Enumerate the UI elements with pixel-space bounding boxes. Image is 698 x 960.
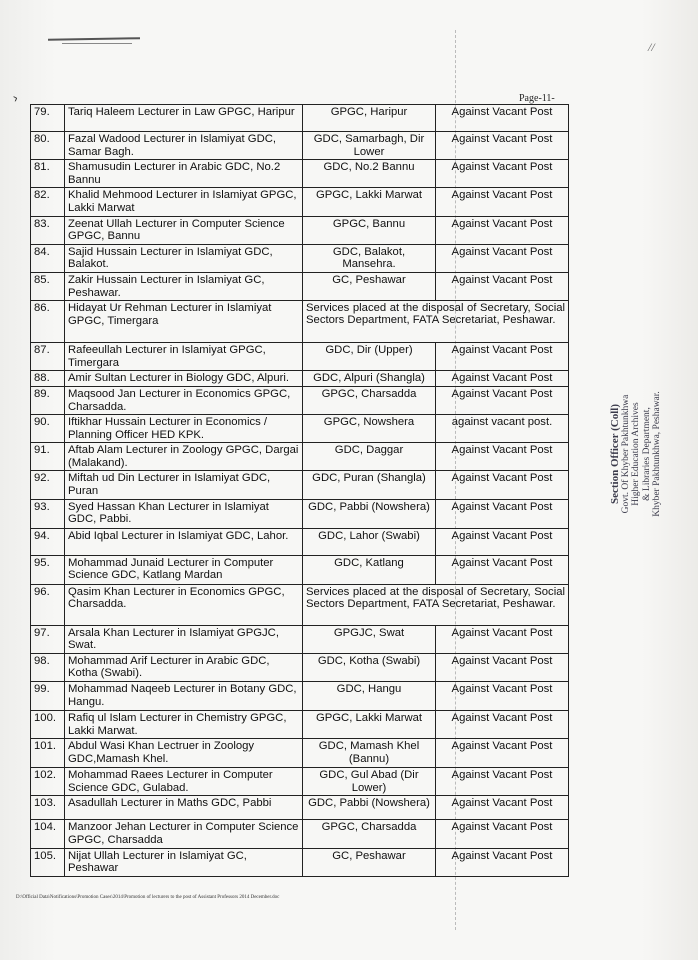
lecturer-name-post: Khalid Mehmood Lecturer in Islamiyat GPGC, Lakki Marwat — [65, 188, 303, 216]
table-row — [31, 386, 569, 414]
table-row — [31, 625, 569, 653]
posting-station: GDC, Balakot, Mansehra. — [303, 244, 436, 272]
remarks: Against Vacant Post — [436, 711, 569, 739]
remarks: Against Vacant Post — [436, 848, 569, 876]
posting-station: GPGC, Lakki Marwat — [303, 188, 436, 216]
lecturer-name-post: Abid Iqbal Lecturer in Islamiyat GDC, Lahor. — [65, 528, 303, 555]
lecturer-name-post: Manzoor Jehan Lecturer in Computer Science GPGC, Charsadda — [65, 820, 303, 848]
serial-number: 81. — [31, 160, 65, 188]
serial-number: 96. — [31, 584, 65, 625]
lecturer-name-post: Syed Hassan Khan Lecturer in Islamiyat GDC, Pabbi. — [65, 499, 303, 528]
stamp-line-4: & Libraries Department, — [641, 407, 652, 501]
posting-station: GDC, Puran (Shangla) — [303, 471, 436, 499]
lecturer-name-post: Mohammad Raees Lecturer in Computer Science GDC, Gulabad. — [65, 768, 303, 796]
remarks: against vacant post. — [436, 415, 569, 443]
serial-number: 83. — [31, 216, 65, 244]
serial-number: 88. — [31, 371, 65, 387]
remarks: Against Vacant Post — [436, 682, 569, 711]
lecturer-name-post: Miftah ud Din Lecturer in Islamiyat GDC, Puran — [65, 471, 303, 499]
posting-station: GPGC, Nowshera — [303, 415, 436, 443]
stamp-line-1: Section Officer (Coll) — [609, 404, 621, 504]
corner-mark: // — [648, 40, 655, 54]
table-row — [31, 528, 569, 555]
table-body — [31, 105, 569, 877]
lecturer-name-post: Iftikhar Hussain Lecturer in Economics / Planning Officer HED KPK. — [65, 415, 303, 443]
services-placed-note: Services placed at the disposal of Secretary, Social Sectors Department, FATA Secretariat, Peshawar. — [303, 301, 569, 343]
remarks: Against Vacant Post — [436, 739, 569, 768]
remarks: Against Vacant Post — [436, 625, 569, 653]
margin-tick: › — [10, 89, 20, 106]
remarks: Against Vacant Post — [436, 471, 569, 499]
table-row — [31, 584, 569, 625]
posting-station: GDC, Hangu — [303, 682, 436, 711]
serial-number: 93. — [31, 499, 65, 528]
posting-station: GDC, Samarbagh, Dir Lower — [303, 132, 436, 160]
serial-number: 104. — [31, 820, 65, 848]
lecturer-name-post: Zeenat Ullah Lecturer in Computer Science GPGC, Bannu — [65, 216, 303, 244]
serial-number: 84. — [31, 244, 65, 272]
lecturer-name-post: Maqsood Jan Lecturer in Economics GPGC, Charsadda. — [65, 386, 303, 414]
lecturer-name-post: Mohammad Naqeeb Lecturer in Botany GDC, Hangu. — [65, 682, 303, 711]
remarks: Against Vacant Post — [436, 443, 569, 471]
lecturer-name-post: Amir Sultan Lecturer in Biology GDC, Alpuri. — [65, 371, 303, 387]
table-row — [31, 682, 569, 711]
posting-station: GC, Peshawar — [303, 848, 436, 876]
remarks: Against Vacant Post — [436, 160, 569, 188]
serial-number: 103. — [31, 796, 65, 820]
stamp-line-3: Higher Education Archives — [631, 402, 641, 506]
remarks: Against Vacant Post — [436, 343, 569, 371]
lecturer-name-post: Aftab Alam Lecturer in Zoology GPGC, Dargai (Malakand). — [65, 443, 303, 471]
remarks: Against Vacant Post — [436, 371, 569, 387]
remarks: Against Vacant Post — [436, 105, 569, 132]
posting-station: GDC, No.2 Bannu — [303, 160, 436, 188]
table-row — [31, 796, 569, 820]
lecturer-name-post: Arsala Khan Lecturer in Islamiyat GPGJC, Swat. — [65, 625, 303, 653]
serial-number: 87. — [31, 343, 65, 371]
remarks: Against Vacant Post — [436, 528, 569, 555]
lecturer-name-post: Rafeeullah Lecturer in Islamiyat GPGC, Timergara — [65, 343, 303, 371]
stamp-line-5: Khyber Pakhtunkhwa, Peshawar. — [652, 391, 662, 517]
posting-station: GDC, Pabbi (Nowshera) — [303, 499, 436, 528]
serial-number: 97. — [31, 625, 65, 653]
posting-station: GPGC, Bannu — [303, 216, 436, 244]
serial-number: 101. — [31, 739, 65, 768]
table-row — [31, 415, 569, 443]
lecturer-name-post: Rafiq ul Islam Lecturer in Chemistry GPGC, Lakki Marwat. — [65, 711, 303, 739]
posting-station: GDC, Pabbi (Nowshera) — [303, 796, 436, 820]
serial-number: 89. — [31, 386, 65, 414]
lecturer-name-post: Shamusudin Lecturer in Arabic GDC, No.2 Bannu — [65, 160, 303, 188]
table-row — [31, 739, 569, 768]
table-row — [31, 272, 569, 300]
posting-station: GDC, Mamash Khel (Bannu) — [303, 739, 436, 768]
remarks: Against Vacant Post — [436, 768, 569, 796]
official-stamp — [548, 380, 662, 530]
lecturer-name-post: Qasim Khan Lecturer in Economics GPGC, Charsadda. — [65, 584, 303, 625]
serial-number: 80. — [31, 132, 65, 160]
posting-station: GPGJC, Swat — [303, 625, 436, 653]
serial-number: 98. — [31, 653, 65, 681]
table-row — [31, 132, 569, 160]
footer-file-path: D:\Official Data\Notifications\Promotion Cases\2014\Promotion of lecturers to the post of Assistant Professors 2014 December.doc — [16, 895, 280, 900]
serial-number: 86. — [31, 301, 65, 343]
lecturer-name-post: Asadullah Lecturer in Maths GDC, Pabbi — [65, 796, 303, 820]
remarks: Against Vacant Post — [436, 188, 569, 216]
lecturer-name-post: Mohammad Junaid Lecturer in Computer Science GDC, Katlang Mardan — [65, 555, 303, 584]
promotion-table — [30, 104, 569, 877]
posting-station: GDC, Katlang — [303, 555, 436, 584]
table-row — [31, 653, 569, 681]
table-row — [31, 160, 569, 188]
remarks: Against Vacant Post — [436, 653, 569, 681]
table-row — [31, 555, 569, 584]
lecturer-name-post: Fazal Wadood Lecturer in Islamiyat GDC, Samar Bagh. — [65, 132, 303, 160]
lecturer-name-post: Abdul Wasi Khan Lectruer in Zoology GDC,Mamash Khel. — [65, 739, 303, 768]
posting-station: GPGC, Charsadda — [303, 820, 436, 848]
remarks: Against Vacant Post — [436, 272, 569, 300]
table-row — [31, 216, 569, 244]
table-row — [31, 301, 569, 343]
lecturer-name-post: Tariq Haleem Lecturer in Law GPGC, Haripur — [65, 105, 303, 132]
posting-station: GDC, Kotha (Swabi) — [303, 653, 436, 681]
lecturer-name-post: Mohammad Arif Lecturer in Arabic GDC, Kotha (Swabi). — [65, 653, 303, 681]
table-row — [31, 443, 569, 471]
table-row — [31, 848, 569, 876]
table-row — [31, 343, 569, 371]
lecturer-name-post: Zakir Hussain Lecturer in Islamiyat GC, Peshawar. — [65, 272, 303, 300]
table-row — [31, 711, 569, 739]
table-row — [31, 768, 569, 796]
serial-number: 100. — [31, 711, 65, 739]
table-row — [31, 371, 569, 387]
serial-number: 94. — [31, 528, 65, 555]
serial-number: 85. — [31, 272, 65, 300]
pen-mark — [48, 37, 140, 41]
serial-number: 95. — [31, 555, 65, 584]
posting-station: GDC, Gul Abad (Dir Lower) — [303, 768, 436, 796]
services-placed-note: Services placed at the disposal of Secretary, Social Sectors Department, FATA Secretariat, Peshawar. — [303, 584, 569, 625]
serial-number: 105. — [31, 848, 65, 876]
posting-station: GDC, Lahor (Swabi) — [303, 528, 436, 555]
table-row — [31, 244, 569, 272]
serial-number: 90. — [31, 415, 65, 443]
remarks: Against Vacant Post — [436, 244, 569, 272]
serial-number: 92. — [31, 471, 65, 499]
posting-station: GDC, Alpuri (Shangla) — [303, 371, 436, 387]
serial-number: 82. — [31, 188, 65, 216]
lecturer-name-post: Nijat Ullah Lecturer in Islamiyat GC, Peshawar — [65, 848, 303, 876]
posting-station: GPGC, Lakki Marwat — [303, 711, 436, 739]
table-row — [31, 471, 569, 499]
lecturer-name-post: Hidayat Ur Rehman Lecturer in Islamiyat GPGC, Timergara — [65, 301, 303, 343]
table-row — [31, 105, 569, 132]
posting-station: GPGC, Haripur — [303, 105, 436, 132]
serial-number: 102. — [31, 768, 65, 796]
posting-station: GDC, Daggar — [303, 443, 436, 471]
serial-number: 99. — [31, 682, 65, 711]
table-row — [31, 820, 569, 848]
remarks: Against Vacant Post — [436, 132, 569, 160]
table-row — [31, 188, 569, 216]
remarks: Against Vacant Post — [436, 499, 569, 528]
pen-mark — [62, 43, 132, 44]
remarks: Against Vacant Post — [436, 555, 569, 584]
remarks: Against Vacant Post — [436, 820, 569, 848]
stamp-line-2: Govt. Of Khyber Pakhtunkhwa — [620, 394, 631, 514]
page-number: Page-11- — [519, 93, 555, 104]
remarks: Against Vacant Post — [436, 216, 569, 244]
remarks: Against Vacant Post — [436, 796, 569, 820]
posting-station: GC, Peshawar — [303, 272, 436, 300]
remarks: Against Vacant Post — [436, 386, 569, 414]
table-row — [31, 499, 569, 528]
serial-number: 91. — [31, 443, 65, 471]
lecturer-name-post: Sajid Hussain Lecturer in Islamiyat GDC, Balakot. — [65, 244, 303, 272]
serial-number: 79. — [31, 105, 65, 132]
posting-station: GPGC, Charsadda — [303, 386, 436, 414]
posting-station: GDC, Dir (Upper) — [303, 343, 436, 371]
